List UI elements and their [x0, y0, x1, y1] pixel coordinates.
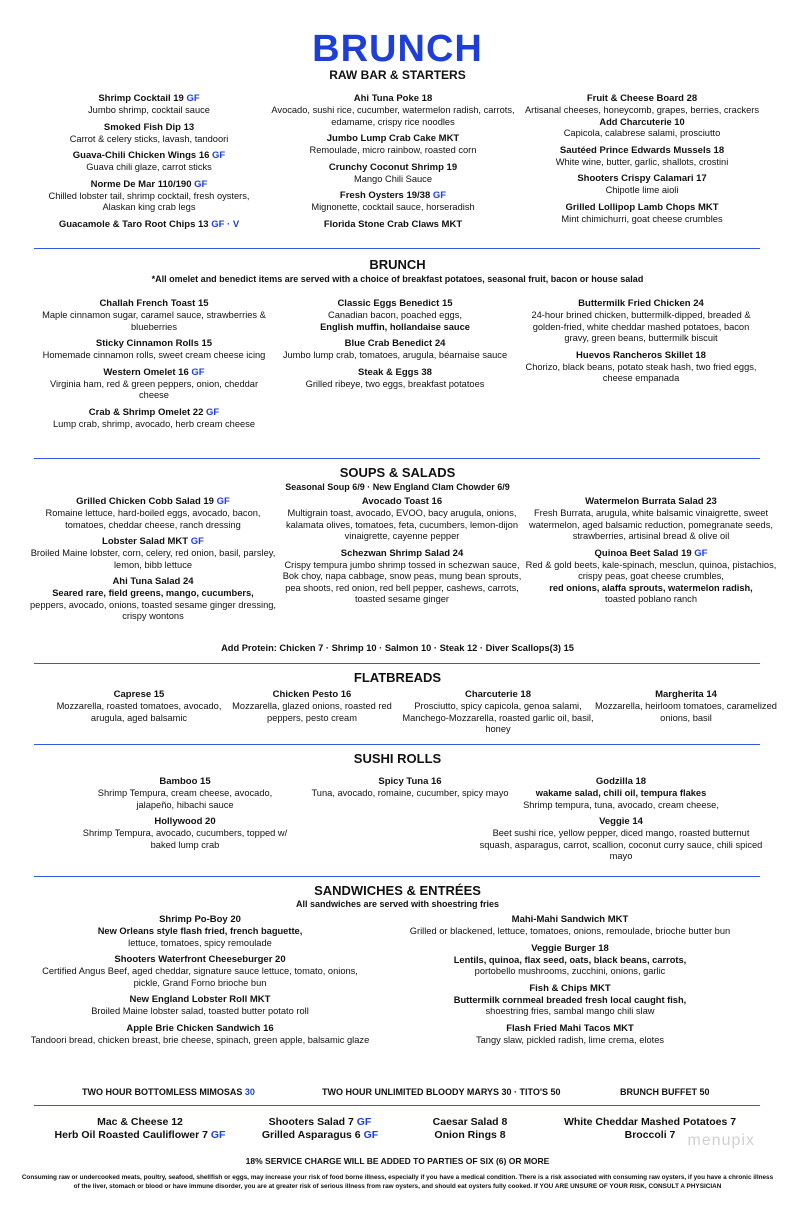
item-name-text: Hollywood 20	[154, 816, 216, 827]
menu-item	[476, 816, 766, 863]
menu-item	[28, 536, 278, 571]
sushi-column-3	[476, 776, 766, 868]
menu-item	[30, 954, 370, 989]
menu-item	[280, 367, 510, 391]
menu-item	[282, 548, 522, 606]
item-name-text: Flash Fried Mahi Tacos MKT	[506, 1022, 634, 1034]
menu-item	[80, 776, 290, 811]
service-charge-note: 18% SERVICE CHARGE WILL BE ADDED TO PARTIES OF SIX (6) OR MORE	[245, 1156, 550, 1166]
menu-item	[280, 338, 510, 362]
item-description: Carrot & celery sticks, lavash, tandoori	[69, 133, 229, 144]
item-name	[268, 162, 518, 174]
item-name-text: Jumbo Lump Crab Cake MKT	[326, 133, 460, 144]
item-name	[80, 816, 290, 828]
item-description: Chilled lobster tail, shrimp cocktail, fresh oysters, Alaskan king crab legs	[48, 190, 250, 212]
item-description: Mint chimichurri, goat cheese crumbles	[561, 213, 723, 224]
item-description: Canadian bacon, poached eggs,	[328, 310, 462, 320]
item-description: Chipotle lime aioli	[605, 185, 679, 195]
item-description: Broiled Maine lobster salad, toasted butter potato roll	[91, 1006, 309, 1016]
item-description: Tuna, avocado, romaine, cucumber, spicy mayo	[311, 788, 509, 798]
item-description-bold: Seared rare, field greens, mango, cucumbers,	[52, 588, 254, 598]
gf-badge: GF	[694, 547, 708, 559]
soups-column-2	[282, 496, 522, 611]
item-description: shoestring fries, sambal mango chili slaw	[485, 1006, 655, 1016]
menu-item	[520, 298, 762, 345]
item-description: Grilled ribeye, two eggs, breakfast potatoes	[305, 378, 485, 389]
gf-badge: GF	[186, 93, 200, 104]
item-name	[380, 943, 760, 955]
item-description: Certified Angus Beef, aged cheddar, signature sauce lettuce, tomato, onions, pickle, Grand Forno brioche bun	[42, 966, 358, 988]
item-name-text: Steak & Eggs 38	[358, 366, 432, 378]
flatbread-item	[390, 689, 606, 741]
item-name	[280, 338, 510, 350]
item-name	[520, 298, 762, 310]
item-description: toasted poblano ranch	[604, 594, 697, 604]
item-name	[34, 150, 264, 162]
item-name	[268, 133, 518, 145]
item-description: Multigrain toast, avocado, EVOO, bacy arugula, onions, kalamata olives, tomatoes, feta, cucumbers, lemon-dijon vinaigrette, cayenne pepper	[285, 508, 518, 541]
side-item: Herb Oil Roasted Cauliflower 7 GF	[54, 1129, 226, 1141]
menu-item	[28, 496, 278, 531]
menu-item	[380, 983, 760, 1018]
item-description: Prosciutto, spicy capicola, genoa salami, Manchego-Mozzarella, roasted garlic oil, basil, honey	[402, 701, 594, 734]
item-name	[34, 407, 274, 419]
item-name	[268, 93, 518, 105]
item-name-text: Shrimp Cocktail 19	[98, 93, 184, 104]
item-name	[34, 179, 264, 191]
bloody-marys: TWO HOUR UNLIMITED BLOODY MARYS 30 · TITO'S 50	[322, 1087, 561, 1097]
item-description: Tangy slaw, pickled radish, lime crema, elotes	[475, 1034, 665, 1045]
item-name	[34, 298, 274, 310]
side-item: Shooters Salad 7 GF	[268, 1116, 372, 1128]
item-name-text: Huevos Rancheros Skillet 18	[576, 349, 706, 361]
menu-item	[80, 816, 290, 851]
item-name-text: Shooters Crispy Calamari 17	[577, 173, 707, 184]
item-name	[390, 689, 606, 701]
item-description: Capicola, calabrese salami, prosciutto	[563, 128, 721, 138]
page-title: BRUNCH	[312, 28, 483, 70]
section-title-flatbreads: FLATBREADS	[353, 670, 442, 685]
menu-item	[588, 689, 784, 724]
item-name-text: Guava-Chili Chicken Wings 16	[72, 150, 210, 161]
item-name-text: Chicken Pesto 16	[272, 689, 352, 700]
item-name-text: Challah French Toast 15	[99, 298, 209, 309]
menu-item	[34, 122, 264, 146]
item-name-text: Norme De Mar 110/190	[90, 178, 192, 190]
item-name-text: Crab & Shrimp Omelet 22	[88, 406, 204, 418]
item-name-text: Fresh Oysters 19/38	[339, 190, 431, 201]
soups-column-1	[28, 496, 278, 628]
brunch-column-1	[34, 298, 274, 435]
item-name	[520, 350, 762, 362]
menu-item	[34, 298, 274, 333]
menu-item	[34, 407, 274, 431]
divider	[34, 663, 760, 664]
item-description: Virginia ham, red & green peppers, onion, cheddar cheese	[49, 378, 259, 400]
item-name	[30, 914, 370, 926]
menu-item	[380, 943, 760, 978]
divider	[34, 248, 760, 249]
brunch-column-3	[520, 298, 762, 390]
section-title-raw-bar: RAW BAR & STARTERS	[329, 68, 466, 82]
item-name-text: Veggie 14	[599, 816, 643, 827]
menu-item	[268, 162, 518, 186]
item-name-text: Fruit & Cheese Board 28	[586, 93, 698, 104]
item-name	[380, 1023, 760, 1035]
item-name	[380, 983, 760, 995]
menu-item	[28, 576, 278, 623]
side-item: Onion Rings 8	[434, 1129, 506, 1141]
menu-item	[30, 1023, 370, 1047]
brunch-note: *All omelet and benedict items are served with a choice of breakfast potatoes, seasonal fruit, bacon or house salad	[151, 274, 644, 284]
menu-item	[522, 93, 762, 140]
bottomless-mimosas	[82, 1087, 255, 1097]
item-description: Fresh Burrata, arugula, white balsamic vinaigrette, sweet watermelon, aged balsamic reduction, pomegranate seeds, strawberries, artisinal bread & olive oil	[529, 508, 773, 541]
divider	[34, 876, 760, 877]
section-title-soups: SOUPS & SALADS	[339, 465, 456, 480]
side-item: Caesar Salad 8	[432, 1116, 508, 1128]
menu-item	[34, 338, 274, 362]
menu-item	[30, 994, 370, 1018]
menu-item	[522, 202, 762, 226]
item-name	[588, 689, 784, 701]
item-name	[280, 367, 510, 379]
watermark: menupix	[687, 1132, 755, 1149]
item-description: 24-hour brined chicken, buttermilk-dipped, breaded & golden-fried, white cheddar mashed potatoes, bacon gravy, green beans, buttermilk biscuit	[531, 310, 751, 343]
item-description: Shrimp Tempura, cream cheese, avocado, jalapeño, hibachi sauce	[97, 788, 273, 810]
item-description: Romaine lettuce, hard-boiled eggs, avocado, bacon, tomatoes, cheddar cheese, ranch dressing	[45, 508, 261, 530]
menu-item	[520, 350, 762, 385]
side-item: Mac & Cheese 12	[97, 1116, 183, 1128]
menu-item	[380, 914, 760, 938]
item-description: Avocado, sushi rice, cucumber, watermelon radish, carrots, edamame, crispy rice noodles	[271, 105, 515, 127]
item-description: portobello mushrooms, zucchini, onions, garlic	[474, 966, 666, 976]
sandwiches-column-2	[380, 914, 760, 1051]
item-name-text: Schezwan Shrimp Salad 24	[340, 547, 464, 559]
item-name-text: Fish & Chips MKT	[529, 982, 611, 994]
item-name	[522, 93, 762, 105]
item-extra: Add Charcuterie 10	[599, 116, 685, 127]
menu-item	[44, 689, 234, 724]
item-name-text: Shooters Waterfront Cheeseburger 20	[114, 954, 286, 965]
item-name	[380, 914, 760, 926]
item-name	[34, 122, 264, 134]
brunch-column-2	[280, 298, 510, 395]
menu-item	[522, 145, 762, 169]
item-name-text: Charcuterie 18	[464, 689, 531, 700]
item-name-text: New England Lobster Roll MKT	[129, 994, 271, 1005]
menu-item	[34, 179, 264, 214]
item-description: Chorizo, black beans, potato steak hash, two fried eggs, cheese empanada	[525, 361, 757, 383]
item-name-text: Quinoa Beet Salad 19	[594, 547, 692, 559]
item-name	[28, 536, 278, 548]
soups-column-3	[522, 496, 780, 611]
item-name	[522, 496, 780, 508]
item-description: peppers, avocado, onions, toasted sesame ginger dressing, crispy wontons	[29, 599, 276, 621]
item-name	[282, 496, 522, 508]
item-description-bold: red onions, alaffa sprouts, watermelon radish,	[549, 582, 753, 593]
side-item: Broccoli 7	[624, 1129, 676, 1141]
sushi-column-1	[80, 776, 290, 856]
item-name	[268, 219, 518, 231]
item-name-text: Lobster Salad MKT	[102, 536, 189, 547]
item-description: Tandoori bread, chicken breast, brie cheese, spinach, green apple, balsamic glaze	[30, 1034, 370, 1045]
item-name	[30, 954, 370, 966]
menu-item	[280, 298, 510, 333]
item-name	[30, 1023, 370, 1035]
menu-item	[34, 150, 264, 174]
menu-item	[268, 133, 518, 157]
item-name-text: Shrimp Po-Boy 20	[159, 914, 241, 925]
item-name-text: Classic Eggs Benedict 15	[337, 298, 453, 309]
section-title-sandwiches: SANDWICHES & ENTRÉES	[314, 883, 481, 898]
item-name-text: Avocado Toast 16	[361, 496, 443, 507]
buffet-label: BRUNCH BUFFET	[620, 1087, 697, 1097]
item-description: Mozzarella, roasted tomatoes, avocado, arugula, aged balsamic	[56, 701, 222, 723]
menu-item	[282, 496, 522, 543]
item-description: Jumbo lump crab, tomatoes, arugula, béarnaise sauce	[282, 350, 508, 360]
item-name	[522, 173, 762, 185]
sides-column-3	[405, 1116, 535, 1142]
gf-badge: GF	[216, 496, 230, 507]
item-name	[34, 219, 264, 231]
item-description: Artisanal cheeses, honeycomb, grapes, berries, crackers Add Charcuterie 10	[524, 105, 760, 127]
item-description-bold: English muffin, hollandaise sauce	[320, 321, 470, 332]
item-description: Homemade cinnamon rolls, sweet cream cheese icing	[42, 350, 266, 360]
sandwiches-note: All sandwiches are served with shoestring fries	[295, 899, 500, 909]
item-description: Crispy tempura jumbo shrimp tossed in schezwan sauce, Bok choy, napa cabbage, snow peas, mung bean sprouts, pea shoots, red onion, red bell pepper, cashews, carrots, toasted sesame ginger	[282, 559, 522, 604]
item-description: Lump crab, shrimp, avocado, herb cream cheese	[52, 418, 256, 429]
flatbread-item	[214, 689, 410, 729]
menu-item	[522, 496, 780, 543]
item-name-text: Blue Crab Benedict 24	[344, 338, 446, 349]
item-name	[280, 298, 510, 310]
buffet-price: 50	[699, 1087, 710, 1097]
add-protein: Add Protein: Chicken 7 · Shrimp 10 · Salmon 10 · Steak 12 · Diver Scallops(3) 15	[221, 643, 574, 653]
gf-badge: GF	[190, 536, 204, 547]
item-name-text: Spicy Tuna 16	[378, 776, 442, 787]
item-name-text: Apple Brie Chicken Sandwich 16	[126, 1022, 274, 1034]
section-title-brunch: BRUNCH	[369, 257, 426, 272]
item-name-text: Grilled Lollipop Lamb Chops MKT	[565, 201, 719, 213]
item-name-text: Veggie Burger 18	[531, 942, 609, 954]
mimosas-price: 30	[244, 1087, 255, 1097]
item-description-bold: New Orleans style flash fried, french baguette,	[97, 926, 303, 936]
item-name	[268, 190, 518, 202]
item-name	[44, 689, 234, 701]
divider	[34, 1105, 760, 1106]
item-description: White wine, butter, garlic, shallots, crostini	[555, 156, 729, 167]
item-description-bold: Buttermilk cornmeal breaded fresh local caught fish,	[453, 994, 687, 1005]
menu-item	[268, 219, 518, 231]
menu-item	[476, 776, 766, 811]
gf-badge: GF	[212, 150, 226, 161]
raw-bar-column-1	[34, 93, 264, 236]
item-name-text: Crunchy Coconut Shrimp 19	[328, 161, 458, 173]
soups-note: Seasonal Soup 6/9 · New England Clam Chowder 6/9	[285, 482, 510, 492]
menu-item	[34, 93, 264, 117]
item-description: Remoulade, micro rainbow, roasted corn	[309, 145, 477, 155]
item-description: Mignonette, cocktail sauce, horseradish	[311, 202, 475, 212]
item-name-text: Ahi Tuna Poke 18	[353, 93, 433, 104]
item-name	[28, 576, 278, 588]
item-name-text: Ahi Tuna Salad 24	[112, 576, 194, 587]
item-name-text: Watermelon Burrata Salad 23	[585, 496, 717, 507]
item-description: Red & gold beets, kale-spinach, mesclun, quinoa, pistachios, crispy peas, goat cheese crumbles,	[525, 559, 777, 581]
item-name	[80, 776, 290, 788]
item-description-bold: wakame salad, chili oil, tempura flakes	[535, 788, 707, 798]
item-name-text: Guacamole & Taro Root Chips 13	[58, 218, 209, 230]
item-description: Shrimp tempura, tuna, avocado, cream cheese,	[523, 799, 719, 810]
item-name-text: Sautéed Prince Edwards Mussels 18	[559, 144, 725, 156]
menu-item	[522, 173, 762, 197]
item-description: Beet sushi rice, yellow pepper, diced mango, roasted butternut squash, asparagus, carrot, scallion, coconut curry sauce, chili spiced mayo	[479, 828, 763, 861]
item-name	[476, 816, 766, 828]
item-description: Broiled Maine lobster, corn, celery, red onion, basil, parsley, lemon, bibb lettuce	[30, 548, 276, 570]
item-name	[522, 145, 762, 157]
gf-badge: GF · V	[211, 218, 240, 230]
menu-item	[522, 548, 780, 606]
menu-item	[34, 367, 274, 402]
menu-item	[34, 219, 264, 231]
item-name	[34, 367, 274, 379]
item-name-text: Bamboo 15	[159, 776, 211, 787]
gf-badge: GF	[191, 366, 205, 378]
item-name	[34, 93, 264, 105]
item-description: Guava chili glaze, carrot sticks	[86, 162, 212, 172]
item-name-text: Mahi-Mahi Sandwich MKT	[511, 914, 629, 925]
mimosas-label: TWO HOUR BOTTOMLESS MIMOSAS	[82, 1087, 243, 1097]
sides-column-2	[240, 1116, 400, 1142]
menu-item	[30, 914, 370, 949]
brunch-buffet	[620, 1087, 710, 1097]
menu-item	[268, 190, 518, 214]
item-name	[30, 994, 370, 1006]
item-name-text: Sticky Cinnamon Rolls 15	[95, 338, 213, 349]
item-description: Mango Chili Sauce	[353, 173, 433, 184]
item-name-text: Buttermilk Fried Chicken 24	[578, 298, 704, 309]
disclaimer: Consuming raw or undercooked meats, poultry, seafood, shellfish or eggs, may increase your risk of food borne illness, especially if you have a medical condition. There is a risk associated with consuming raw oysters, if you have a chronic illness of the liver, stomach or blood or have immune disorder, you are at greater risk of serious illness from raw oysters, and should eat oysters fully cooked. If YOU ARE UNSURE OF YOUR RISK, CONSULT A PHYSICIAN	[21, 1174, 774, 1190]
item-name-text: Caprese 15	[113, 689, 165, 700]
flatbread-item	[44, 689, 234, 729]
gf-badge: GF	[432, 190, 447, 201]
menu-item	[380, 1023, 760, 1047]
side-item: White Cheddar Mashed Potatoes 7	[563, 1116, 737, 1128]
item-description: Shrimp Tempura, avocado, cucumbers, topped w/ baked lump crab	[82, 828, 288, 850]
item-name-text: Smoked Fish Dip 13	[103, 121, 195, 133]
side-item: Grilled Asparagus 6 GF	[261, 1129, 379, 1141]
flatbread-item	[588, 689, 784, 729]
divider	[34, 458, 760, 459]
gf-badge: GF	[206, 406, 220, 418]
item-description: Jumbo shrimp, cocktail sauce	[88, 105, 210, 115]
item-name	[214, 689, 410, 701]
item-name	[34, 338, 274, 350]
item-name	[522, 202, 762, 214]
item-description: lettuce, tomatoes, spicy remoulade	[128, 937, 272, 948]
gf-badge: GF	[194, 178, 208, 190]
item-name	[476, 776, 766, 788]
sides-column-1	[40, 1116, 240, 1142]
item-name-text: Margherita 14	[655, 689, 717, 700]
raw-bar-column-2	[268, 93, 518, 236]
item-name-text: Godzilla 18	[595, 776, 647, 787]
item-name-text: Florida Stone Crab Claws MKT	[323, 218, 463, 230]
item-description-bold: Lentils, quinoa, flax seed, oats, black beans, carrots,	[453, 954, 687, 965]
item-description: Mozzarella, heirloom tomatoes, caramelized onions, basil	[595, 701, 777, 723]
item-name-text: Western Omelet 16	[103, 366, 189, 378]
divider	[34, 744, 760, 745]
item-name	[28, 496, 278, 508]
section-title-sushi: SUSHI ROLLS	[353, 751, 442, 766]
item-name	[522, 548, 780, 560]
menu-item	[390, 689, 606, 736]
raw-bar-column-3	[522, 93, 762, 230]
menu-item	[214, 689, 410, 724]
item-name-text: Grilled Chicken Cobb Salad 19	[76, 496, 214, 507]
item-description: Grilled or blackened, lettuce, tomatoes, onions, remoulade, brioche butter bun	[409, 926, 731, 936]
item-description: Maple cinnamon sugar, caramel sauce, strawberries & blueberries	[42, 310, 266, 332]
item-description: Mozzarella, glazed onions, roasted red peppers, pesto cream	[232, 701, 392, 723]
menu-item	[268, 93, 518, 128]
sandwiches-column-1	[30, 914, 370, 1051]
item-name	[282, 548, 522, 560]
